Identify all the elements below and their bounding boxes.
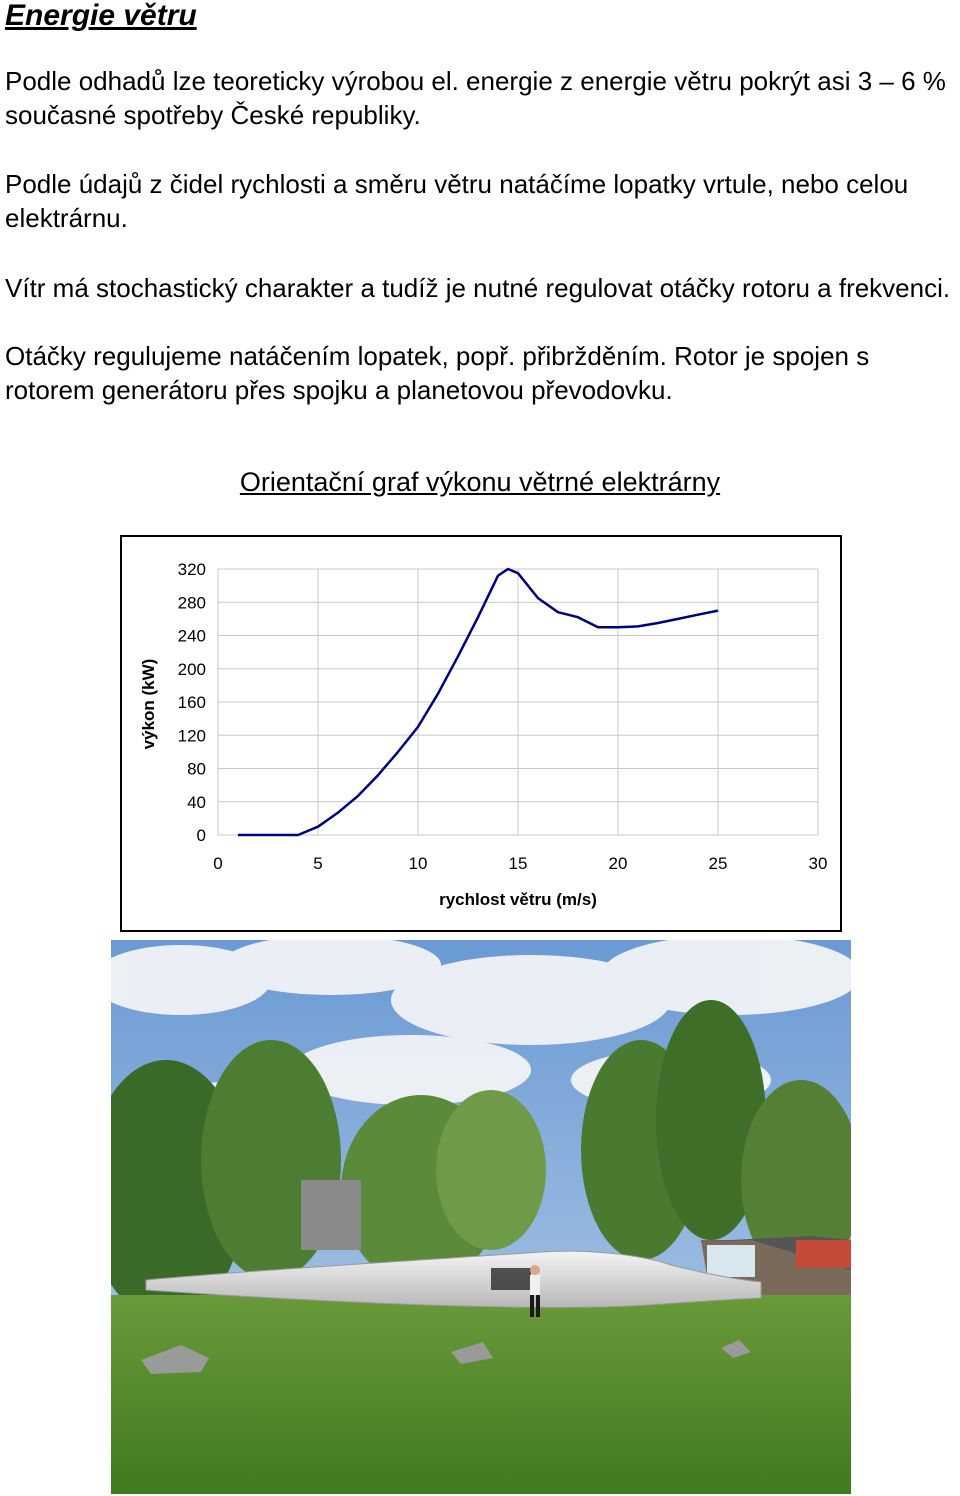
x-tick-label: 30 [808,854,828,873]
paragraph-4: Otáčky regulujeme natáčením lopatek, popř. přibržděním. Rotor je spojen s rotorem generátoru přes spojku a planetovou převodovku. [5,341,870,405]
chart-heading: Orientační graf výkonu větrné elektrárny [239,467,721,497]
x-tick-label: 20 [608,854,628,873]
x-tick-label: 25 [708,854,728,873]
x-tick-label: 10 [408,854,428,873]
photo-svg [111,940,851,1494]
y-tick-label: 240 [177,626,206,646]
x-tick-label: 15 [508,854,528,873]
y-axis-label: výkon (kW) [139,658,158,750]
lawn [111,1295,851,1494]
y-tick-label: 120 [177,726,206,746]
turbine-blade-photo [111,940,851,1494]
power-curve-chart [120,535,842,932]
y-tick-label: 320 [177,560,206,579]
y-tick-label: 280 [177,593,206,613]
x-tick-label: 0 [213,854,223,873]
paragraph-3: Vítr má stochastický charakter a tudíž je nutné regulovat otáčky rotoru a frekvenci. [5,273,951,303]
paragraph-2: Podle údajů z čidel rychlosti a směru větru natáčíme lopatky vrtule, nebo celou elektrárnu. [5,169,909,233]
page-title: Energie větru [5,0,197,32]
y-tick-label: 80 [187,759,206,779]
chart-svg [122,537,840,930]
y-tick-label: 200 [177,659,206,679]
y-tick-label: 40 [187,792,206,812]
y-tick-label: 160 [177,693,206,712]
background-building [301,1180,361,1250]
x-tick-label: 5 [313,854,323,873]
y-tick-label: 0 [196,826,206,845]
x-axis-label: rychlost větru (m/s) [439,890,597,909]
paragraph-1: Podle odhadů lze teoreticky výrobou el. energie z energie větru pokrýt asi 3 – 6 % současné spotřeby České republiky. [5,66,946,130]
